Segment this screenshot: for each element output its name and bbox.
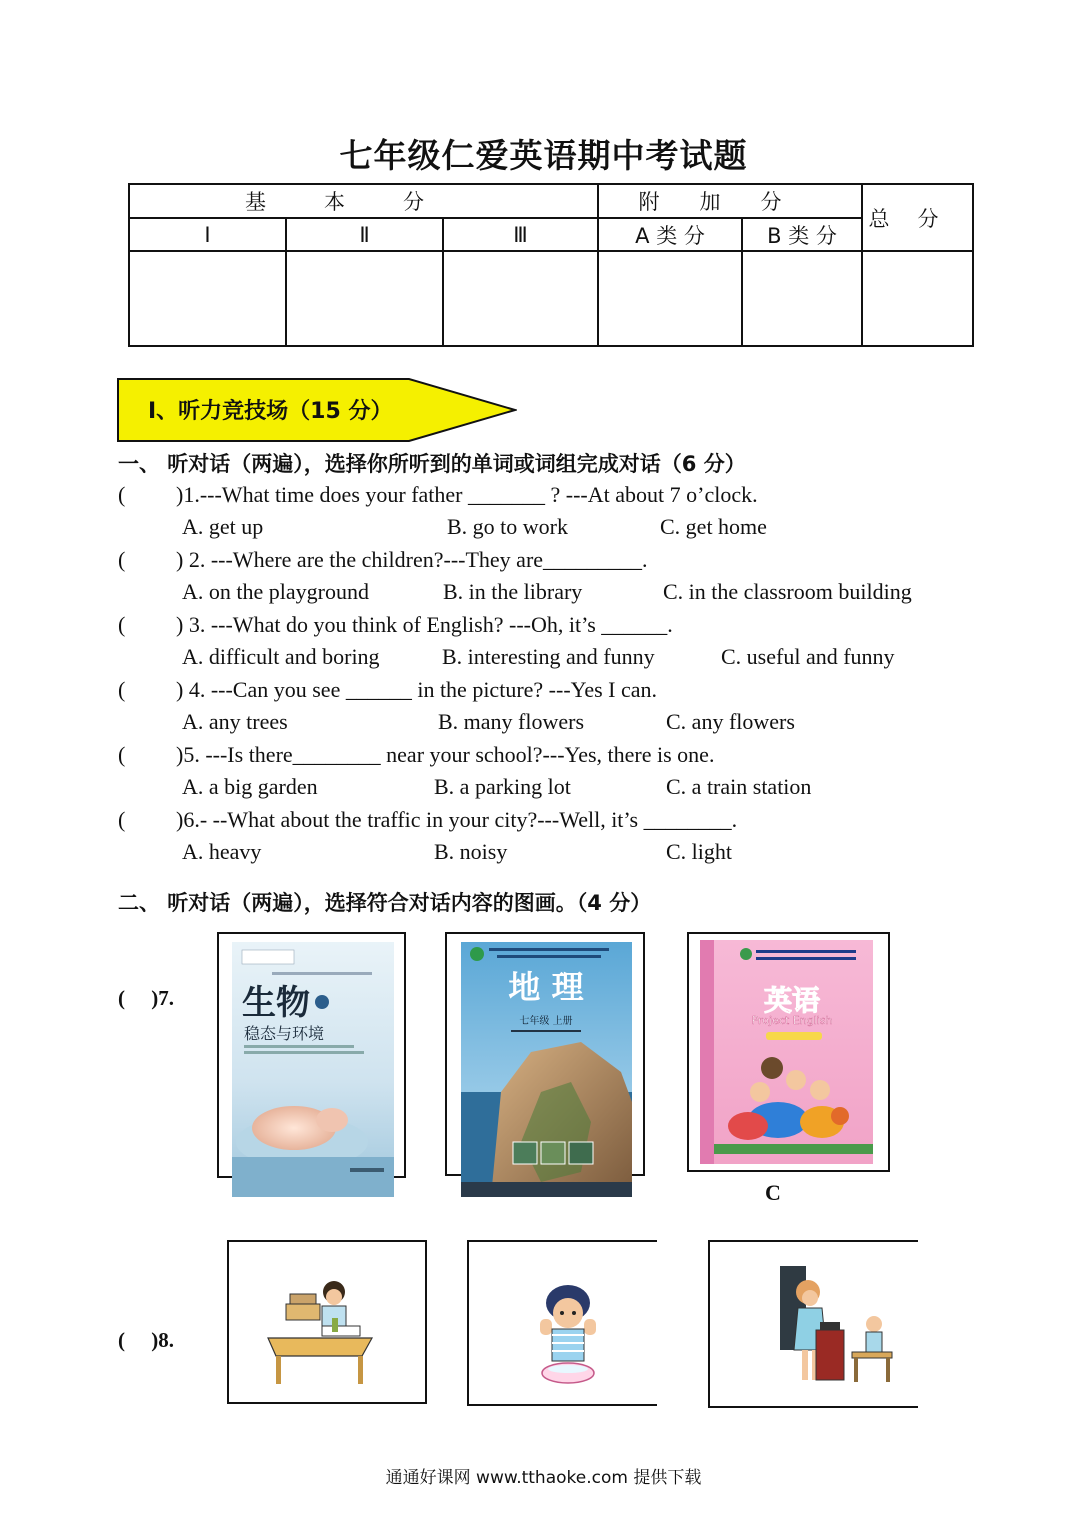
option-b[interactable]: B. interesting and funny (442, 644, 655, 669)
option-c[interactable]: C. any flowers (666, 709, 795, 734)
section-banner-title: Ⅰ、听力竞技场（15 分） (148, 399, 393, 424)
answer-blank[interactable]: ( (118, 742, 126, 767)
option-a[interactable]: A. heavy (182, 839, 262, 864)
option-b[interactable]: B. noisy (434, 839, 508, 864)
total-score-header: 总分 (862, 184, 973, 251)
question-stem: ) 2. ---Where are the children?---They are_________. (176, 547, 648, 572)
question-stem: )1.---What time does your father _______ ? ---At about 7 o’clock. (176, 482, 758, 507)
extra-score-header: 附加分 (598, 184, 862, 218)
part1-heading: 一、 听对话（两遍），选择你所听到的单词或词组完成对话（6 分） (118, 452, 746, 476)
option-b[interactable]: B. in the library (443, 579, 583, 604)
answer-blank[interactable]: ( (118, 612, 126, 637)
answer-blank[interactable]: ( (118, 547, 126, 572)
geography-book-cover-image (461, 942, 632, 1197)
col-a-header: A 类 分 (598, 218, 742, 251)
answer-blank[interactable]: ( (118, 807, 126, 832)
option-c[interactable]: C. a train station (666, 774, 812, 799)
col-b-header: B 类 分 (742, 218, 862, 251)
option-a[interactable]: A. any trees (182, 709, 288, 734)
book-b-title: 地 理 (508, 968, 584, 1006)
option-b[interactable]: B. many flowers (438, 709, 585, 734)
score-cell[interactable] (862, 251, 973, 346)
option-a[interactable]: A. get up (182, 514, 264, 539)
score-cell[interactable] (286, 251, 443, 346)
book-a-subtitle: 稳态与环境 (244, 1024, 325, 1043)
score-cell[interactable] (443, 251, 598, 346)
col-1-header: Ⅰ (129, 218, 286, 251)
option-a[interactable]: A. on the playground (182, 579, 369, 604)
question-stem: ) 3. ---What do you think of English? ---Oh, it’s ______. (176, 612, 673, 637)
book-c-label: C (765, 1180, 781, 1205)
score-table (128, 183, 974, 347)
book-c-subtitle: Project English (751, 1014, 833, 1027)
option-c[interactable]: C. in the classroom building (663, 579, 912, 604)
question-stem: ) 4. ---Can you see ______ in the picture? ---Yes I can. (176, 677, 658, 702)
col-3-header: Ⅲ (443, 218, 598, 251)
child-washing-face-picture (528, 1283, 608, 1389)
book-c-title: 英语 (763, 984, 821, 1017)
footer-note: 通通好课网 www.tthaoke.com 提供下载 (385, 1468, 702, 1488)
score-cell[interactable] (742, 251, 862, 346)
option-b[interactable]: B. go to work (447, 514, 568, 539)
q8-label[interactable]: ( )8. (118, 1328, 174, 1352)
biology-book-cover-image (232, 942, 394, 1197)
option-a[interactable]: A. difficult and boring (182, 644, 380, 669)
option-c[interactable]: C. get home (660, 514, 767, 539)
teacher-and-student-picture (776, 1262, 896, 1390)
option-c[interactable]: C. useful and funny (721, 644, 895, 669)
answer-blank[interactable]: ( (118, 677, 126, 702)
answer-blank[interactable]: ( (118, 482, 126, 507)
score-cell[interactable] (129, 251, 286, 346)
book-b-grade: 七年级 上册 (519, 1016, 573, 1027)
page-title: 七年级仁爱英语期中考试题 (339, 136, 748, 175)
option-a[interactable]: A. a big garden (182, 774, 318, 799)
english-book-cover-image (700, 940, 873, 1164)
part2-heading: 二、 听对话（两遍），选择符合对话内容的图画。（4 分） (118, 891, 652, 915)
option-b[interactable]: B. a parking lot (434, 774, 571, 799)
question-stem: )5. ---Is there________ near your school?---Yes, there is one. (176, 742, 715, 767)
option-c[interactable]: C. light (666, 839, 733, 864)
book-a-title: 生物 (242, 983, 310, 1023)
q7-label[interactable]: ( )7. (118, 986, 174, 1010)
question-stem: )6.- --What about the traffic in your city?---Well, it’s ________. (176, 807, 738, 832)
basic-score-header: 基本分 (129, 184, 598, 218)
student-at-desk-picture (262, 1278, 382, 1388)
col-2-header: Ⅱ (286, 218, 443, 251)
score-cell[interactable] (598, 251, 742, 346)
